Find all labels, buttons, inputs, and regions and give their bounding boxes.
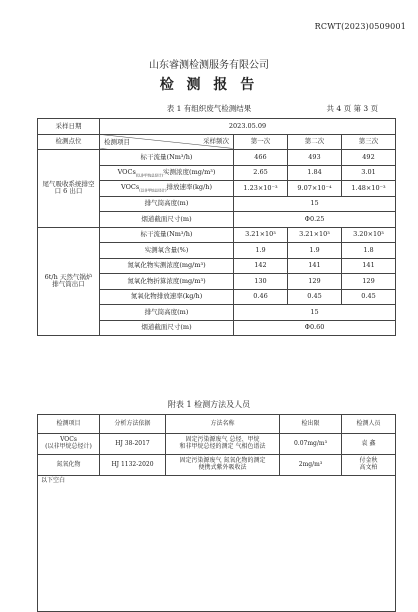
- item-tail: 排放速率(kg/h): [166, 183, 212, 192]
- method-basis: HJ 1132-2020: [100, 455, 166, 476]
- round3-value: 129: [342, 274, 396, 290]
- test-item: [100, 181, 234, 197]
- round3-header: 第三次: [342, 134, 396, 150]
- round3-value: 492: [342, 150, 396, 166]
- merged-value: 15: [234, 305, 396, 321]
- round2-value: 9.07×10⁻⁴: [288, 181, 342, 197]
- result-row: [38, 150, 396, 166]
- date-label: 采样日期: [38, 119, 100, 135]
- methods-header-basis: 分析方法依据: [100, 415, 166, 434]
- test-staff: 袁 鑫: [342, 434, 396, 455]
- point-header: 检测点位: [38, 134, 100, 150]
- test-item: 排气筒高度(m): [100, 305, 234, 321]
- methods-header-staff: 检测人员: [342, 415, 396, 434]
- method-name: 固定污染源废气 氮氧化物的测定 便携式紫外吸收法: [166, 455, 280, 476]
- table1-caption: 表 1 有组织废气检测结果: [166, 104, 252, 113]
- round2-value: 493: [288, 150, 342, 166]
- round1-value: 130: [234, 274, 288, 290]
- sampling-point: 6t/h 天然气锅炉排气筒出口: [38, 227, 100, 336]
- round1-value: 1.9: [234, 243, 288, 259]
- methods-header-limit: 检出限: [280, 415, 342, 434]
- round1-value: 466: [234, 150, 288, 166]
- test-item: [100, 165, 234, 181]
- round1-value: 142: [234, 258, 288, 274]
- method-row: [38, 455, 396, 476]
- item-subscript: (以非甲烷总烃计): [139, 188, 167, 193]
- detection-limit: 0.07mg/m³: [280, 434, 342, 455]
- date-row: [38, 119, 396, 135]
- methods-header-row: [38, 415, 396, 434]
- report-number: RCWT(2023)0509001: [314, 22, 406, 31]
- test-staff: 付金秋 高文柏: [342, 455, 396, 476]
- round3-value: 141: [342, 258, 396, 274]
- header-row: [38, 134, 396, 150]
- round3-value: 3.20×10³: [342, 227, 396, 243]
- round1-value: 3.21×10³: [234, 227, 288, 243]
- table2-caption: 附表 1 检测方法及人员: [167, 400, 251, 409]
- round1-header: 第一次: [234, 134, 288, 150]
- method-item: VOCs (以非甲烷总烃计): [38, 434, 100, 455]
- round1-value: 1.23×10⁻³: [234, 181, 288, 197]
- method-basis: HJ 38-2017: [100, 434, 166, 455]
- round2-header: 第二次: [288, 134, 342, 150]
- item-tail: 实测浓度(mg/m³): [163, 167, 216, 176]
- item-main: VOCs: [120, 183, 140, 192]
- round2-value: 1.9: [288, 243, 342, 259]
- report-title: 检 测 报 告: [159, 77, 259, 93]
- test-item: 标干流量(Nm³/h): [100, 227, 234, 243]
- round3-value: 1.48×10⁻³: [342, 181, 396, 197]
- methods-table: [37, 414, 396, 612]
- round1-value: 0.46: [234, 289, 288, 305]
- test-item: 排气筒高度(m): [100, 196, 234, 212]
- merged-value: Φ0.25: [234, 212, 396, 228]
- test-item: 氮氧化物实测浓度(mg/m³): [100, 258, 234, 274]
- method-row: [38, 434, 396, 455]
- test-item: 标干流量(Nm³/h): [100, 150, 234, 166]
- company-name: 山东睿测检测服务有限公司: [149, 60, 269, 71]
- detection-limit: 2mg/m³: [280, 455, 342, 476]
- round2-value: 129: [288, 274, 342, 290]
- sampling-point: 尾气吸收系统排空口 6 出口: [38, 150, 100, 228]
- blank-row: [38, 476, 396, 612]
- round2-value: 1.84: [288, 165, 342, 181]
- blank-note: 以下空白: [38, 476, 396, 612]
- date-value: 2023.05.09: [100, 119, 396, 135]
- item-header: 检测项目: [104, 137, 130, 146]
- round3-value: 0.45: [342, 289, 396, 305]
- merged-value: Φ0.60: [234, 320, 396, 336]
- results-table: [37, 118, 396, 336]
- test-item: 烟道截面尺寸(m): [100, 212, 234, 228]
- diagonal-header-cell: [100, 134, 234, 150]
- round3-value: 1.8: [342, 243, 396, 259]
- method-name: 固定污染源废气 总烃、甲烷 和非甲烷总烃的测定 气相色谱法: [166, 434, 280, 455]
- round2-value: 3.21×10³: [288, 227, 342, 243]
- round3-value: 3.01: [342, 165, 396, 181]
- freq-header: 采样频次: [203, 136, 229, 145]
- test-item: 氮氧化物折算浓度(mg/m³): [100, 274, 234, 290]
- methods-header-item: 检测项目: [38, 415, 100, 434]
- page-info: 共 4 页 第 3 页: [326, 104, 378, 113]
- test-item: 烟道截面尺寸(m): [100, 320, 234, 336]
- merged-value: 15: [234, 196, 396, 212]
- test-item: 氮氧化物排放速率(kg/h): [100, 289, 234, 305]
- result-row: [38, 227, 396, 243]
- round2-value: 0.45: [288, 289, 342, 305]
- item-subscript: (以非甲烷总烃计): [135, 172, 164, 177]
- round1-value: 2.65: [234, 165, 288, 181]
- methods-header-method: 方法名称: [166, 415, 280, 434]
- method-item: 氮氧化物: [38, 455, 100, 476]
- test-item: 实测氧含量(%): [100, 243, 234, 259]
- round2-value: 141: [288, 258, 342, 274]
- item-main: VOCs: [117, 167, 136, 176]
